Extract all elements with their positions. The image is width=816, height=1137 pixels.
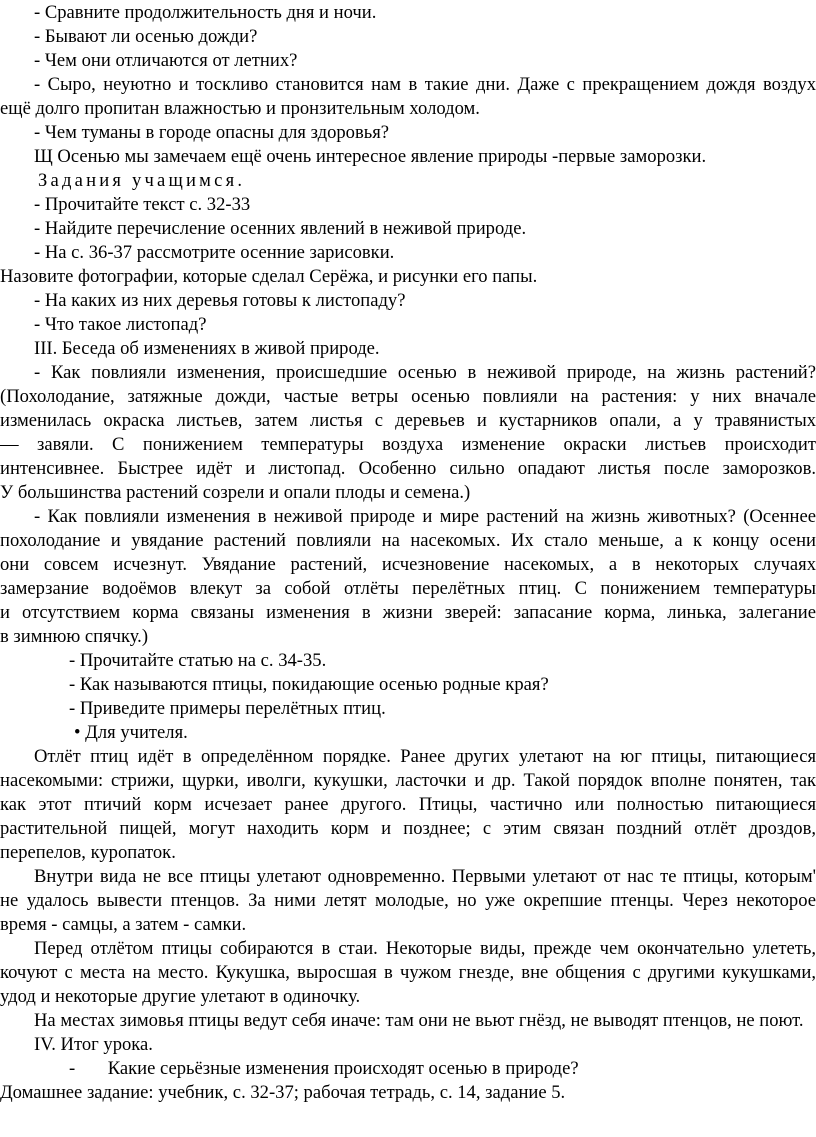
task-line: - Прочитайте текст с. 32-33 <box>34 194 251 215</box>
task-line: Назовите фотографии, которые сделал Серёжа, и рисунки его папы. <box>0 266 538 287</box>
paragraph-line: похолодание и увядание растений повлияли на насекомых. Их стало меньше, а к концу осени <box>0 530 816 551</box>
question-line: - Что такое листопад? <box>34 314 207 335</box>
paragraph-line: в зимнюю спячку.) <box>0 626 149 647</box>
teacher-note-heading: • Для учителя. <box>74 722 188 743</box>
paragraph-line: Перед отлётом птицы собираются в стаи. Некоторые виды, прежде чем окончательно улететь, <box>34 938 816 959</box>
paragraph-line: не удалось вывести птенцов. За ними летят молодые, но уже окрепшие птенцы. Через некоторое <box>0 890 816 911</box>
paragraph-line: - Как повлияли изменения, происшедшие осенью в неживой природе, на жизнь растений? <box>34 362 816 383</box>
paragraph-line: растительной пищей, могут находить корм и позднее; с этим связан поздний отлёт дроздов, <box>0 818 816 839</box>
paragraph-line: изменилась окраска листьев, затем листья с деревьев и кустарников опали, а у травянистых <box>0 410 816 431</box>
question-line: - Чем туманы в городе опасны для здоровья? <box>34 122 390 143</box>
paragraph-line: удод и некоторые другие улетают в одиночку. <box>0 986 361 1007</box>
paragraph-line: время - самцы, а затем - самки. <box>0 914 247 935</box>
question-line: - Сравните продолжительность дня и ночи. <box>34 2 377 23</box>
paragraph-line: замерзание водоёмов влекут за собой отлёты перелётных птиц. С понижением температуры <box>0 578 816 599</box>
paragraph-line: (Похолодание, затяжные дожди, частые ветры осенью повлияли на растения: у них вначале <box>0 386 816 407</box>
question-line: - На каких из них деревья готовы к листопаду? <box>34 290 406 311</box>
paragraph-line: насекомыми: стрижи, щурки, иволги, кукушки, ласточки и др. Такой порядок вполне понятен, так <box>0 770 816 791</box>
text-line: - Сыро, неуютно и тоскливо становится нам в такие дни. Даже с прекращением дождя воздух <box>34 74 816 95</box>
text-line: Щ Осенью мы замечаем ещё очень интересное явление природы -первые заморозки. <box>34 146 707 167</box>
paragraph-line: Отлёт птиц идёт в определённом порядке. Ранее других улетают на юг птицы, питающиеся <box>34 746 816 767</box>
text-line: На местах зимовья птицы ведут себя иначе: там они не вьют гнёзд, не выводят птенцов, не поют. <box>34 1010 804 1031</box>
paragraph-line: — завяли. С понижением температуры воздуха изменение окраски листьев происходит <box>0 434 816 455</box>
text-line: ещё долго пропитан влажностью и пронзительным холодом. <box>0 98 480 119</box>
question-line: - Бывают ли осенью дожди? <box>34 26 258 47</box>
task-line: - Найдите перечисление осенних явлений в неживой природе. <box>34 218 527 239</box>
paragraph-line: перепелов, куропаток. <box>0 842 176 863</box>
section-heading: III. Беседа об изменениях в живой природе. <box>34 338 380 359</box>
question-line: - Какие серьёзные изменения происходят осенью в природе? <box>69 1058 579 1079</box>
paragraph-line: У большинства растений созрели и опали плоды и семена.) <box>0 482 471 503</box>
section-heading: Задания учащимся. <box>38 170 246 191</box>
task-line: - На с. 36-37 рассмотрите осенние зарисовки. <box>34 242 395 263</box>
section-heading: IV. Итог урока. <box>34 1034 153 1055</box>
question-line: - Чем они отличаются от летних? <box>34 50 298 71</box>
paragraph-line: интенсивнее. Быстрее идёт и листопад. Особенно сильно опадают листья после заморозков. <box>0 458 816 479</box>
task-line: - Приведите примеры перелётных птиц. <box>69 698 386 719</box>
paragraph-line: Внутри вида не все птицы улетают одновременно. Первыми улетают от нас те птицы, которым' <box>34 866 816 887</box>
task-line: - Как называются птицы, покидающие осенью родные края? <box>69 674 549 695</box>
homework-line: Домашнее задание: учебник, с. 32-37; рабочая тетрадь, с. 14, задание 5. <box>0 1082 566 1103</box>
task-line: - Прочитайте статью на с. 34-35. <box>69 650 327 671</box>
paragraph-line: как этот птичий корм исчезает ранее другого. Птицы, частично или полностью питающиеся <box>0 794 816 815</box>
paragraph-line: они совсем исчезнут. Увядание растений, исчезновение насекомых, а в некоторых случаях <box>0 554 816 575</box>
paragraph-line: и отсутствием корма связаны изменения в жизни зверей: запасание корма, линька, залегание <box>0 602 816 623</box>
paragraph-line: кочуют с места на место. Кукушка, выросшая в чужом гнезде, вне общения с другими кукушками, <box>0 962 816 983</box>
paragraph-line: - Как повлияли изменения в неживой природе и мире растений на жизнь животных? (Осеннее <box>34 506 816 527</box>
